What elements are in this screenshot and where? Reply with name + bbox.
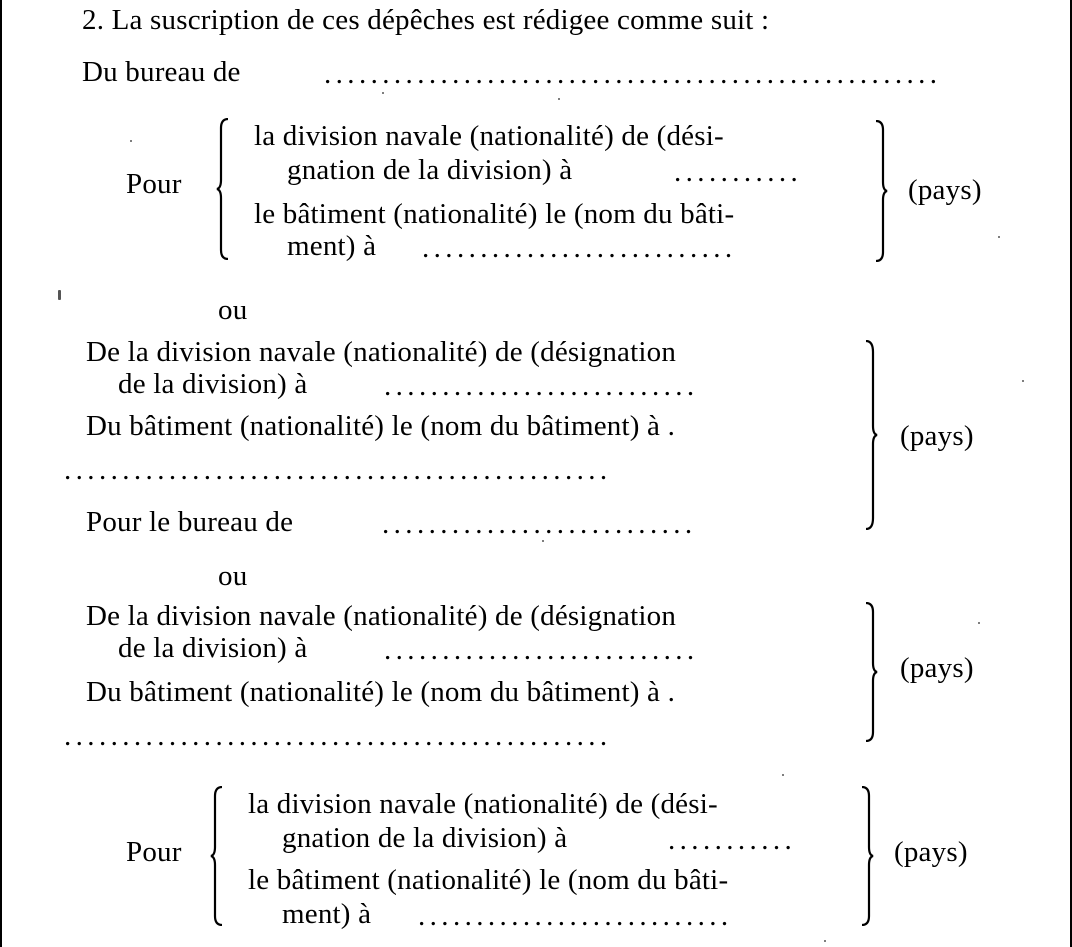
block2-line5: Pour le bureau de	[86, 506, 294, 538]
scan-speck	[542, 540, 544, 542]
block2-country-label: (pays)	[900, 420, 974, 452]
block1-line2: gnation de la division) à	[287, 154, 573, 186]
scan-speck	[558, 98, 560, 100]
block3-right-brace	[864, 602, 878, 742]
block1-pour-label: Pour	[126, 168, 182, 200]
scan-speck	[58, 290, 61, 300]
block4-line3: le bâtiment (nationalité) le (nom du bâti-	[248, 864, 729, 896]
from-office-label: Du bureau de	[82, 56, 241, 88]
block4-blank1: ...........	[668, 824, 797, 856]
block4-left-brace	[210, 786, 224, 926]
block2-blank-full: ...............................................	[64, 454, 612, 486]
scan-speck	[1022, 380, 1024, 382]
scan-speck	[824, 940, 826, 942]
scan-speck	[382, 92, 384, 94]
block1-blank1: ...........	[674, 156, 803, 188]
block1-right-brace	[874, 120, 888, 262]
block2-right-brace	[864, 340, 878, 530]
block1-line1: la division navale (nationalité) de (dési-	[254, 120, 724, 152]
block1-line4: ment) à	[287, 230, 377, 262]
block3-line3: Du bâtiment (nationalité) le (nom du bâtiment) à .	[86, 676, 676, 708]
scan-speck	[130, 140, 132, 142]
or-label-1: ou	[218, 294, 248, 326]
section-heading: 2. La suscription de ces dépêches est rédigee comme suit :	[82, 4, 770, 36]
scan-speck	[978, 622, 980, 624]
block2-blank1: ...........................	[384, 370, 699, 402]
block1-country-label: (pays)	[908, 174, 982, 206]
block3-blank-full: ...............................................	[64, 720, 612, 752]
block3-blank1: ...........................	[384, 634, 699, 666]
block2-blank2: ...........................	[382, 508, 697, 540]
scan-speck	[998, 236, 1000, 238]
block1-left-brace	[216, 118, 230, 260]
block4-line2: gnation de la division) à	[282, 822, 568, 854]
block4-blank2: ...........................	[418, 900, 733, 932]
block3-country-label: (pays)	[900, 652, 974, 684]
block4-right-brace	[860, 786, 874, 926]
block3-line2: de la division) à	[118, 632, 308, 664]
block1-blank2: ...........................	[422, 232, 737, 264]
block4-country-label: (pays)	[894, 836, 968, 868]
block4-line4: ment) à	[282, 898, 372, 930]
block2-line3: Du bâtiment (nationalité) le (nom du bâtiment) à .	[86, 410, 676, 442]
block2-line1: De la division navale (nationalité) de (désignation	[86, 336, 677, 368]
from-office-blank: .....................................................	[324, 58, 942, 90]
block4-pour-label: Pour	[126, 836, 182, 868]
or-label-2: ou	[218, 560, 248, 592]
block4-line1: la division navale (nationalité) de (dési-	[248, 788, 718, 820]
block3-line1: De la division navale (nationalité) de (désignation	[86, 600, 677, 632]
block1-line3: le bâtiment (nationalité) le (nom du bâti-	[254, 198, 735, 230]
block2-line2: de la division) à	[118, 368, 308, 400]
scan-speck	[782, 774, 784, 776]
